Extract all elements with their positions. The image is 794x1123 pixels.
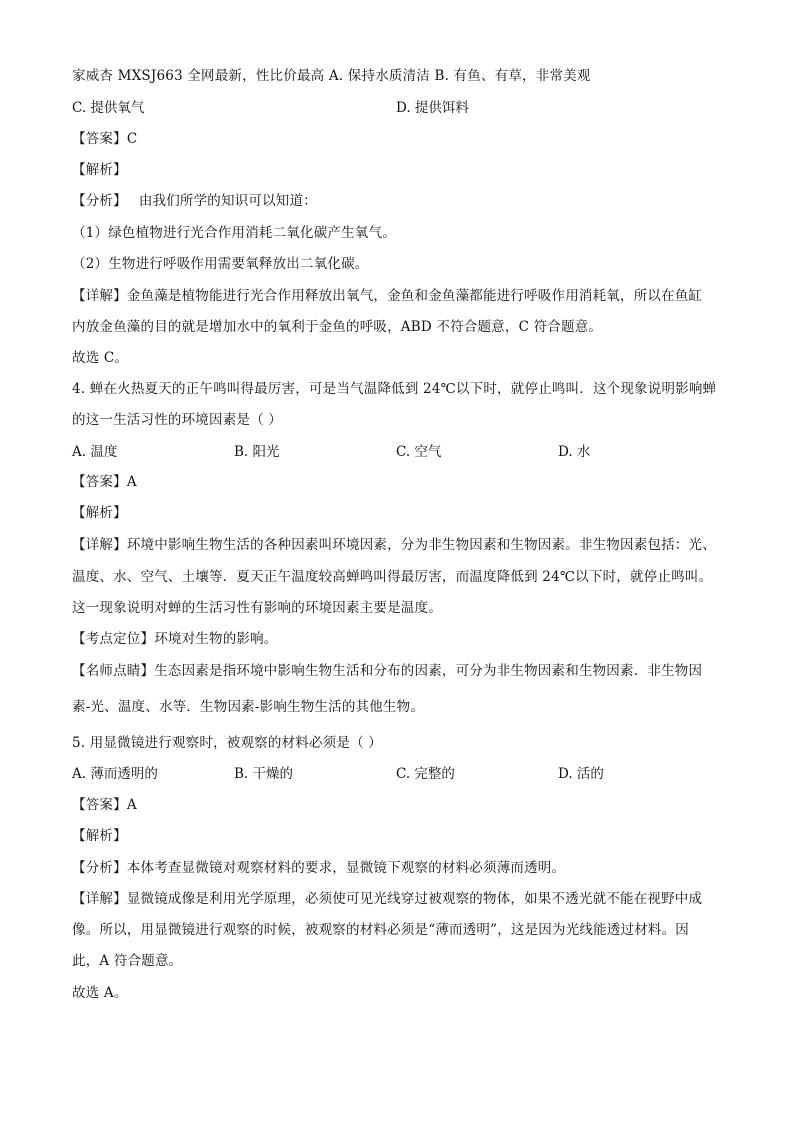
q5-option-a: A. 薄而透明的 [72, 766, 158, 782]
q3-fenxi-line [72, 191, 317, 211]
q5-option-c: C. 完整的 [396, 766, 455, 782]
q4-analysis-heading: 【解析】 [72, 505, 127, 521]
kaodian-tag: 【考点定位】 [72, 631, 155, 647]
q3-option-c: C. 提供氧气 [72, 100, 145, 116]
detail-tag: 【详解】 [72, 537, 127, 553]
q5-stem: 5. 用显微镜进行观察时，被观察的材料必须是（ ） [72, 735, 382, 751]
q4-option-c: C. 空气 [396, 444, 442, 460]
q4-detail-line-2: 温度、水、空气、土壤等．夏天正午温度较高蝉鸣叫得最厉害，而温度降低到 24℃以下时，就停止鸣叫。 [72, 569, 713, 585]
answer-tag: 【答案】 [72, 474, 127, 490]
answer-value: C [126, 131, 138, 147]
detail-text: 金鱼藻是植物能进行光合作用释放出氧气，金鱼和金鱼藻都能进行呼吸作用消耗氧，所以在鱼缸 [126, 288, 703, 304]
q5-answer-line [72, 795, 137, 815]
q3-point-1: （1）绿色植物进行光合作用消耗二氧化碳产生氧气。 [72, 225, 396, 241]
q4-kaodian-line [72, 629, 278, 649]
answer-tag: 【答案】 [72, 797, 127, 813]
q4-option-d: D. 水 [558, 444, 591, 460]
detail-text: 显微镜成像是利用光学原理，必须使可见光线穿过被观察的物体，如果不透光就不能在视野中成 [126, 891, 703, 907]
q5-conclusion: 故选 A。 [72, 985, 128, 1001]
q5-analysis-heading: 【解析】 [72, 828, 127, 844]
q3-detail-line-2: 内放金鱼藻的目的就是增加水中的氧利于金鱼的呼吸，ABD 不符合题意，C 符合题意。 [72, 319, 603, 335]
q5-fenxi-line [72, 858, 565, 878]
fenxi-text: 由我们所学的知识可以知道： [138, 193, 317, 209]
fenxi-text: 本体考查显微镜对观察材料的要求，显微镜下观察的材料必须薄而透明。 [126, 860, 566, 876]
fenxi-tag: 【分析】 [72, 860, 127, 876]
detail-tag: 【详解】 [72, 891, 127, 907]
q4-option-a: A. 温度 [72, 444, 118, 460]
fenxi-tag: 【分析】 [72, 193, 127, 209]
detail-tag: 【详解】 [72, 288, 127, 304]
q4-option-b: B. 阳光 [234, 444, 280, 460]
q4-mingshi-line-2: 素-光、温度、水等．生物因素-影响生物生活的其他生物。 [72, 699, 425, 715]
q5-option-d: D. 活的 [558, 766, 604, 782]
mingshi-text: 生态因素是指环境中影响生物生活和分布的因素，可分为非生物因素和生物因素．非生物因 [154, 663, 703, 679]
q3-conclusion: 故选 C。 [72, 350, 129, 366]
q4-stem-line-2: 的这一生活习性的环境因素是（ ） [72, 412, 282, 428]
q5-detail-line-3: 此，A 符合题意。 [72, 953, 183, 969]
kaodian-text: 环境对生物的影响。 [154, 631, 278, 647]
q3-option-d: D. 提供饵料 [396, 100, 469, 116]
q5-option-b: B. 干燥的 [234, 766, 294, 782]
q3-answer-line [72, 129, 137, 149]
detail-text: 环境中影响生物生活的各种因素叫环境因素，分为非生物因素和生物因素。非生物因素包括：光、 [126, 537, 716, 553]
q4-detail-line-3: 这一现象说明对蝉的生活习性有影响的环境因素主要是温度。 [72, 600, 442, 616]
answer-value: A [126, 474, 137, 490]
q5-detail-line-1 [72, 889, 702, 909]
q4-answer-line [72, 472, 137, 492]
mingshi-tag: 【名师点睛】 [72, 663, 155, 679]
q4-stem-line-1: 4. 蝉在火热夏天的正午鸣叫得最厉害，可是当气温降低到 24℃以下时，就停止鸣叫．这个现象说明影响蝉 [72, 381, 717, 397]
q3-detail-line-1 [72, 286, 702, 306]
q4-detail-line-1 [72, 535, 716, 555]
answer-tag: 【答案】 [72, 131, 127, 147]
q3-analysis-heading: 【解析】 [72, 162, 127, 178]
q4-mingshi-line-1 [72, 661, 702, 681]
q3-point-2: （2）生物进行呼吸作用需要氧释放出二氧化碳。 [72, 256, 369, 272]
header-line: 家威杏 MXSJ663 全网最新，性比价最高 A. 保持水质清洁 B. 有鱼、有草，非常美观 [72, 68, 591, 84]
answer-value: A [126, 797, 137, 813]
q5-detail-line-2: 像。所以，用显微镜进行观察的时候，被观察的材料必须是“薄而透明”，这是因为光线能透过材料。因 [72, 922, 690, 938]
